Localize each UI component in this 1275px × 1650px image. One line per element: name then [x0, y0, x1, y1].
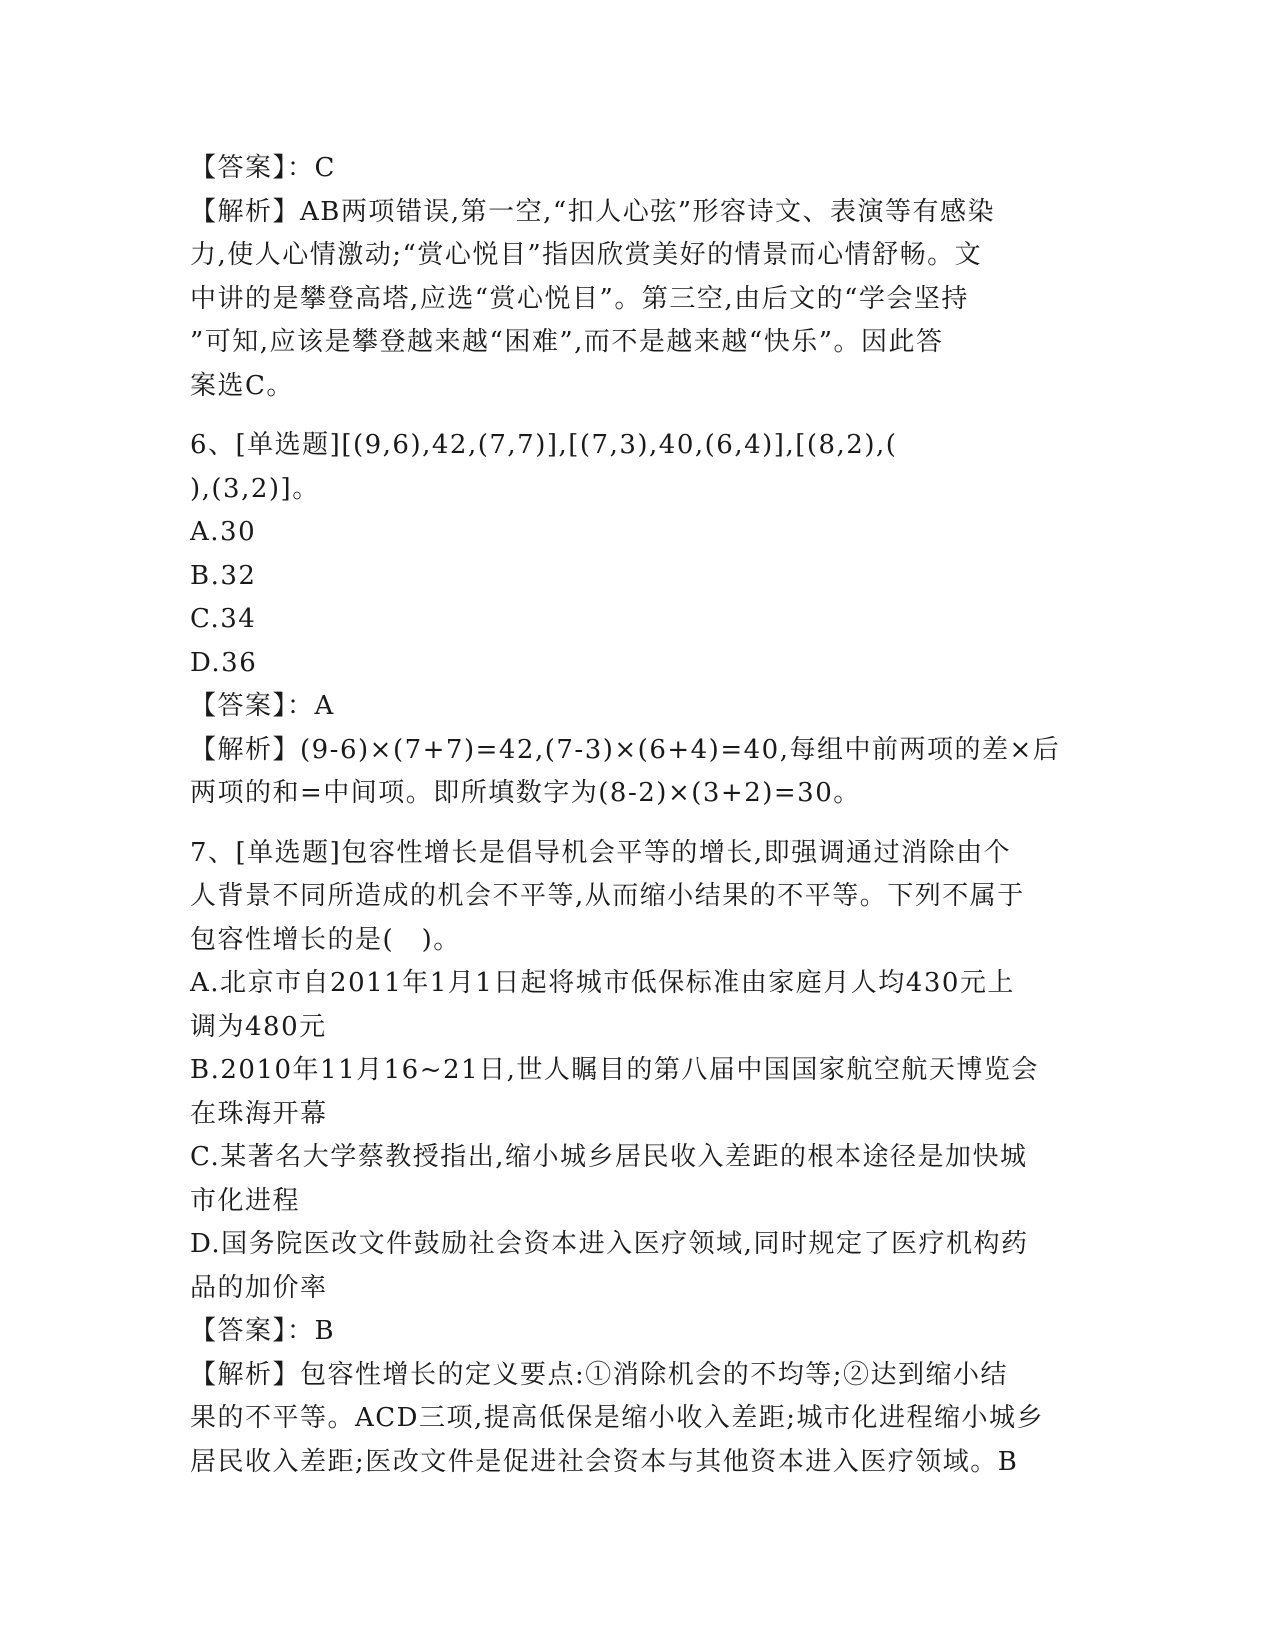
q5-analysis-line: ”可知,应该是攀登越来越“困难”,而不是越来越“快乐”。因此答: [190, 327, 944, 357]
q7-option-b-line: B.2010年11月16~21日,世人瞩目的第八届中国国家航空航天博览会: [190, 1055, 1039, 1085]
q5-analysis-line: 中讲的是攀登高塔,应选“赏心悦目”。第三空,由后文的“学会坚持: [190, 283, 969, 314]
q7-option-b-line: 在珠海开幕: [190, 1098, 328, 1129]
q5-analysis-line: 力,使人心情激动;“赏心悦目”指因欣赏美好的情景而心情舒畅。文: [190, 240, 983, 270]
q6-analysis-line: 【解析】(9-6)×(7+7)=42,(7-3)×(6+4)=40,每组中前两项的差×后: [190, 734, 1061, 765]
q6-option-c: C.34: [190, 604, 257, 634]
q6-answer: 【答案】：A: [190, 691, 335, 721]
section-gap: [190, 408, 1080, 424]
q6-analysis-line: 两项的和=中间项。即所填数字为(8-2)×(3+2)=30。: [190, 778, 861, 808]
q6-option-a: A.30: [190, 517, 257, 547]
section-gap: [190, 816, 1080, 832]
q7-stem-line: 包容性增长的是( )。: [190, 924, 461, 955]
q7-option-a-line: 调为480元: [190, 1011, 327, 1042]
page-content: [190, 147, 1080, 1484]
q5-analysis-line: 【解析】AB两项错误,第一空,“扣人心弦”形容诗文、表演等有感染: [190, 196, 995, 227]
q7-analysis-line: 【解析】包容性增长的定义要点:①消除机会的不均等;②达到缩小结: [190, 1359, 1009, 1390]
q7-analysis-line: 果的不平等。ACD三项,提高低保是缩小收入差距;城市化进程缩小城乡: [190, 1403, 1045, 1433]
q7-option-a-line: A.北京市自2011年1月1日起将城市低保标准由家庭月人均430元上: [190, 968, 1015, 998]
q7-answer: 【答案】：B: [190, 1316, 336, 1346]
q7-option-c-line: 市化进程: [190, 1185, 301, 1216]
q5-answer: 【答案】：C: [190, 153, 336, 183]
q6-option-b: B.32: [190, 560, 257, 591]
q6-stem-line: ),(3,2)]。: [190, 473, 320, 504]
q7-option-d-line: 品的加价率: [190, 1272, 328, 1303]
q5-analysis-line: 案选C。: [190, 370, 294, 401]
q7-option-c-line: C.某著名大学蔡教授指出,缩小城乡居民收入差距的根本途径是加快城: [190, 1142, 1028, 1172]
q6-stem-line: 6、[单选题][(9,6),42,(7,7)],[(7,3),40,(6,4)],[(8,2),(: [190, 430, 898, 460]
q6-option-d: D.36: [190, 647, 258, 678]
q7-analysis-line: 居民收入差距;医改文件是促进社会资本与其他资本进入医疗领域。B: [190, 1446, 1019, 1477]
q7-stem-line: 7、[单选题]包容性增长是倡导机会平等的增长,即强调通过消除由个: [190, 837, 1012, 868]
q7-option-d-line: D.国务院医改文件鼓励社会资本进入医疗领域,同时规定了医疗机构药: [190, 1229, 1029, 1259]
q7-stem-line: 人背景不同所造成的机会不平等,从而缩小结果的不平等。下列不属于: [190, 881, 1025, 911]
